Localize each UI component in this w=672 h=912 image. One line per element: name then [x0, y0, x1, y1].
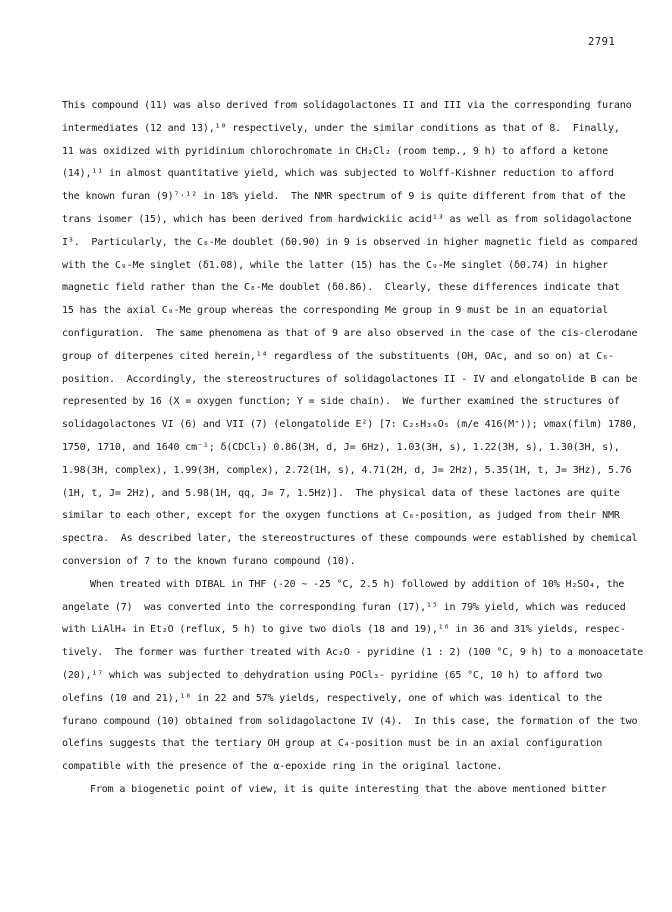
- text-line-2: intermediates (12 and 13),¹⁰ respectively, under the similar conditions as that of 8. Finally,: [62, 122, 620, 134]
- text-line-26: (20),¹⁷ which was subjected to dehydration using POCl₃- pyridine (65 °C, 10 h) to afford two: [62, 669, 603, 681]
- text-line-9: magnetic field rather than the C₈-Me doublet (δ0.86). Clearly, these differences indicate that: [62, 282, 620, 294]
- text-line-19: similar to each other, except for the oxygen functions at C₆-position, as judged from their NMR: [62, 510, 620, 522]
- body-text: [62, 95, 644, 802]
- text-line-15: solidagolactones VI (6) and VII (7) (elongatolide E²) [7: C₂₅H₃₆O₅ (m/e 416(M⁺)); νmax(film) 1780,: [62, 419, 638, 431]
- text-line-13: position. Accordingly, the stereostructures of solidagolactones II - IV and elongatolide B can be: [62, 373, 638, 385]
- text-line-10: 15 has the axial C₉-Me group whereas the corresponding Me group in 9 must be in an equatorial: [62, 305, 608, 317]
- text-line-23: angelate (7) was converted into the corresponding furan (17),¹⁵ in 79% yield, which was reduced: [62, 601, 626, 613]
- text-line-8: with the C₉-Me singlet (δ1.08), while the latter (15) has the C₉-Me singlet (δ0.74) in higher: [62, 259, 608, 271]
- text-line-31: From a biogenetic point of view, it is quite interesting that the above mentioned bitter: [90, 783, 607, 795]
- text-line-16: 1750, 1710, and 1640 cm⁻¹; δ(CDCl₃) 0.86(3H, d, J= 6Hz), 1.03(3H, s), 1.22(3H, s), 1.30(3H, s),: [62, 441, 620, 453]
- text-line-21: conversion of 7 to the known furano compound (10).: [62, 555, 356, 567]
- text-line-12: group of diterpenes cited herein,¹⁴ regardless of the substituents (OH, OAc, and so on) at C₆-: [62, 350, 614, 362]
- text-line-7: I³. Particularly, the C₈-Me doublet (δ0.90) in 9 is observed in higher magnetic field as compared: [62, 236, 638, 248]
- text-line-1: This compound (11) was also derived from solidagolactones II and III via the corresponding furano: [62, 100, 632, 111]
- text-line-14: represented by 16 (X = oxygen function; Y = side chain). We further examined the structures of: [62, 396, 620, 408]
- text-line-6: trans isomer (15), which has been derived from hardwickiic acid¹³ as well as from solidagolactone: [62, 213, 632, 225]
- text-line-17: 1.98(3H, complex), 1.99(3H, complex), 2.72(1H, s), 4.71(2H, d, J= 2Hz), 5.35(1H, t, J= 3Hz), 5.76: [62, 464, 632, 476]
- page-number: 2791: [588, 36, 616, 48]
- text-line-29: olefins suggests that the tertiary OH group at C₄-position must be in an axial configuration: [62, 738, 603, 750]
- text-line-25: tively. The former was further treated with Ac₂O - pyridine (1 : 2) (100 °C, 9 h) to a monoacetate: [62, 647, 644, 659]
- text-line-24: with LiAlH₄ in Et₂O (reflux, 5 h) to give two diols (18 and 19),¹⁶ in 36 and 31% yields, respec-: [62, 624, 626, 636]
- text-line-30: compatible with the presence of the α-epoxide ring in the original lactone.: [62, 761, 503, 773]
- text-line-22: When treated with DIBAL in THF (-20 ~ -25 °C, 2.5 h) followed by addition of 10% H₂SO₄, the: [90, 578, 625, 590]
- text-line-20: spectra. As described later, the stereostructures of these compounds were established by chemical: [62, 533, 638, 545]
- text-line-27: olefins (10 and 21),¹⁸ in 22 and 57% yields, respectively, one of which was identical to the: [62, 692, 603, 704]
- text-line-11: configuration. The same phenomena as that of 9 are also observed in the case of the cis-clerodane: [62, 327, 638, 339]
- text-line-18: (1H, t, J= 2Hz), and 5.98(1H, qq, J= 7, 1.5Hz)]. The physical data of these lactones are quite: [62, 487, 620, 499]
- text-line-3: 11 was oxidized with pyridinium chlorochromate in CH₂Cl₂ (room temp., 9 h) to afford a ketone: [62, 145, 608, 157]
- text-line-28: furano compound (10) obtained from solidagolactone IV (4). In this case, the formation of the two: [62, 715, 638, 727]
- text-line-5: the known furan (9)⁷˒¹² in 18% yield. The NMR spectrum of 9 is quite different from that of the: [62, 191, 626, 203]
- text-line-4: (14),¹¹ in almost quantitative yield, which was subjected to Wolff-Kishner reduction to afford: [62, 168, 614, 180]
